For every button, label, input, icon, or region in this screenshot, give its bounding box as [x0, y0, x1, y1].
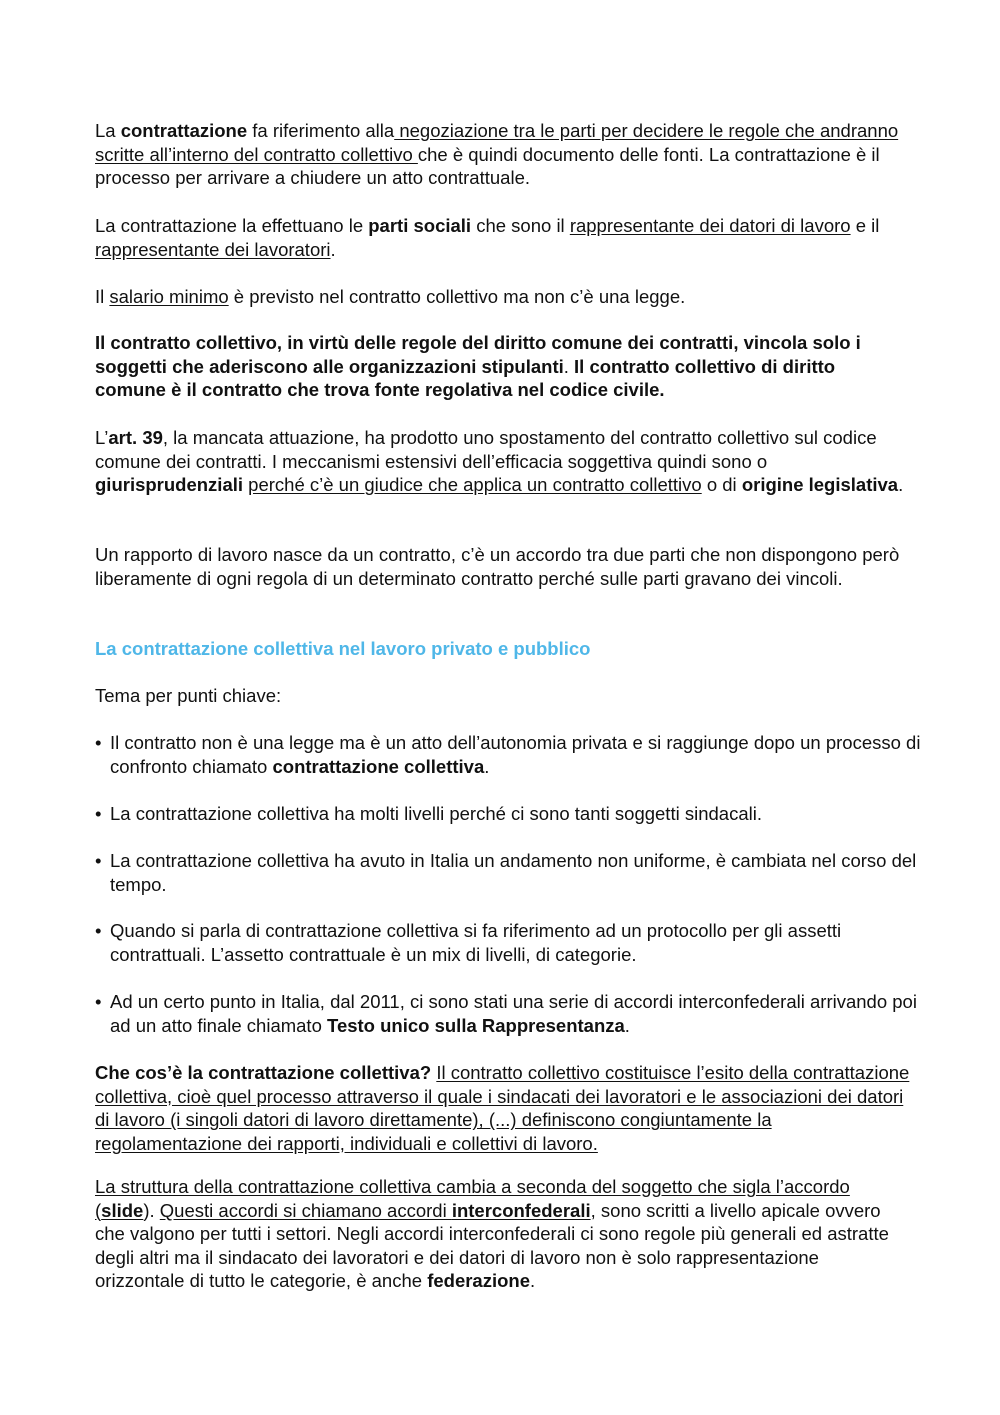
underlined-text: rappresentante dei lavoratori [95, 238, 331, 260]
paragraph-che-cose [95, 1061, 910, 1155]
paragraph-art-39 [95, 426, 910, 497]
bullet-marker: • [95, 920, 102, 941]
text: , sono scritti a livello apicale ovvero che valgono per tutti i settori. Negli accordi interconfederali ci sono regole più generali ed astratte degli altri ma il sindacato dei lavoratori e dei datori di lavoro non è solo rappresentazione orizzontale di tutto le categorie, è anche [95, 1199, 889, 1292]
text: L’ [95, 427, 109, 448]
bold-term: parti sociali [368, 215, 472, 236]
underlined-text: Il contratto collettivo costituisce l’esito della contrattazione collettiva, cioè quel processo attraverso il quale i sindacati dei lavoratori e le associazioni dei datori di lavoro (i singoli datori di lavoro direttamente), (...) definiscono congiuntamente la regolamentazione dei rapporti, individuali e collettivi di lavoro. [95, 1062, 910, 1154]
bold-question: Che cos’è la contrattazione collettiva? [95, 1062, 432, 1083]
text: La contrattazione collettiva ha avuto in Italia un andamento non uniforme, è cambiata nel corso del tempo. [110, 850, 917, 895]
bold-term: art. 39 [108, 427, 163, 448]
bold-term: giurisprudenziali [95, 474, 244, 496]
paragraph-parti-sociali [95, 214, 910, 261]
bold-term: Testo unico sulla Rappresentanza [327, 1014, 625, 1036]
text: che sono il [471, 215, 570, 236]
bold-term: contrattazione [120, 120, 248, 141]
text: . [484, 755, 490, 777]
text: . [330, 238, 336, 260]
text: che è quindi documento delle fonti. La contrattazione è il processo per arrivare a chiudere un atto contrattuale. [95, 143, 880, 189]
intro-line: Tema per punti chiave: [95, 685, 282, 706]
underlined-text: salario minimo [109, 286, 229, 307]
list-item [95, 802, 925, 826]
bold-term: contrattazione collettiva [272, 755, 485, 777]
paragraph-salario-minimo [95, 285, 910, 309]
text: . [624, 1014, 630, 1036]
underlined-text: rappresentante dei datori di lavoro [569, 215, 851, 236]
bold-term: origine legislativa [741, 474, 899, 496]
section-heading: La contrattazione collettiva nel lavoro privato e pubblico [95, 638, 591, 659]
bold-text: Il contratto collettivo, in virtù delle regole del diritto comune dei contratti, vincola solo i soggetti che aderiscono alle organizzazioni stipulanti [95, 332, 861, 377]
list-item [95, 849, 925, 896]
paragraph-rapporto-di-lavoro [95, 543, 910, 590]
text: . [563, 355, 575, 377]
list-item [95, 731, 925, 778]
bullet-marker: • [95, 803, 102, 824]
underlined-text: perché c’è un giudice che applica un contratto collettivo [248, 474, 702, 496]
text: Ad un certo punto in Italia, dal 2011, ci sono stati una serie di accordi interconfederali arrivando poi ad un atto finale chiamato [110, 991, 917, 1036]
text: Il contratto non è una legge ma è un atto dell’autonomia privata e si raggiunge dopo un processo di confronto chiamato [110, 732, 921, 777]
underlined-text: negoziazione tra le parti per decidere le regole che andranno scritte all’interno del contratto collettivo [95, 120, 899, 165]
text: Il [95, 286, 110, 307]
text: o di [701, 474, 742, 496]
bold-term: interconfederali [451, 1199, 591, 1221]
list-item [95, 990, 925, 1037]
list-item [95, 919, 925, 966]
text: fa riferimento alla [247, 120, 395, 141]
bullet-marker: • [95, 850, 102, 871]
text: . [530, 1270, 536, 1292]
bold-text: Il contratto collettivo di diritto comune è il contratto che trova fonte regolativa nel codice civile. [95, 355, 836, 401]
bold-term: slide [101, 1199, 144, 1221]
text: e il [850, 215, 880, 236]
text: Quando si parla di contrattazione collettiva si fa riferimento ad un protocollo per gli assetti contrattuali. L’assetto contrattuale è un mix di livelli, di categorie. [110, 920, 842, 965]
text: è previsto nel contratto collettivo ma non c’è una legge. [228, 286, 686, 307]
text: La [95, 120, 121, 141]
text: ). [143, 1199, 160, 1221]
bullet-marker: • [95, 991, 102, 1012]
text: La contrattazione la effettuano le [95, 215, 369, 236]
paragraph-contrattazione-definition [95, 119, 910, 190]
paragraph-contratto-collettivo [95, 331, 910, 402]
text: . [898, 474, 904, 496]
text: Un rapporto di lavoro nasce da un contratto, c’è un accordo tra due parti che non dispongono però liberamente di ogni regola di un determinato contratto perché sulle parti gravano dei vincoli. [95, 544, 900, 589]
bullet-marker: • [95, 732, 102, 753]
bold-term: federazione [427, 1270, 530, 1292]
text: La contrattazione collettiva ha molti livelli perché ci sono tanti soggetti sindacali. [110, 803, 762, 824]
paragraph-struttura [95, 1175, 910, 1293]
text: , la mancata attuazione, ha prodotto uno spostamento del contratto collettivo sul codice comune dei contratti. I meccanismi estensivi dell’efficacia soggettiva quindi sono o [95, 427, 877, 472]
underlined-text: La struttura della contrattazione collettiva cambia a seconda del soggetto che sigla l’accordo ( [95, 1176, 850, 1221]
underlined-text: Questi accordi si chiamano accordi [159, 1199, 452, 1221]
